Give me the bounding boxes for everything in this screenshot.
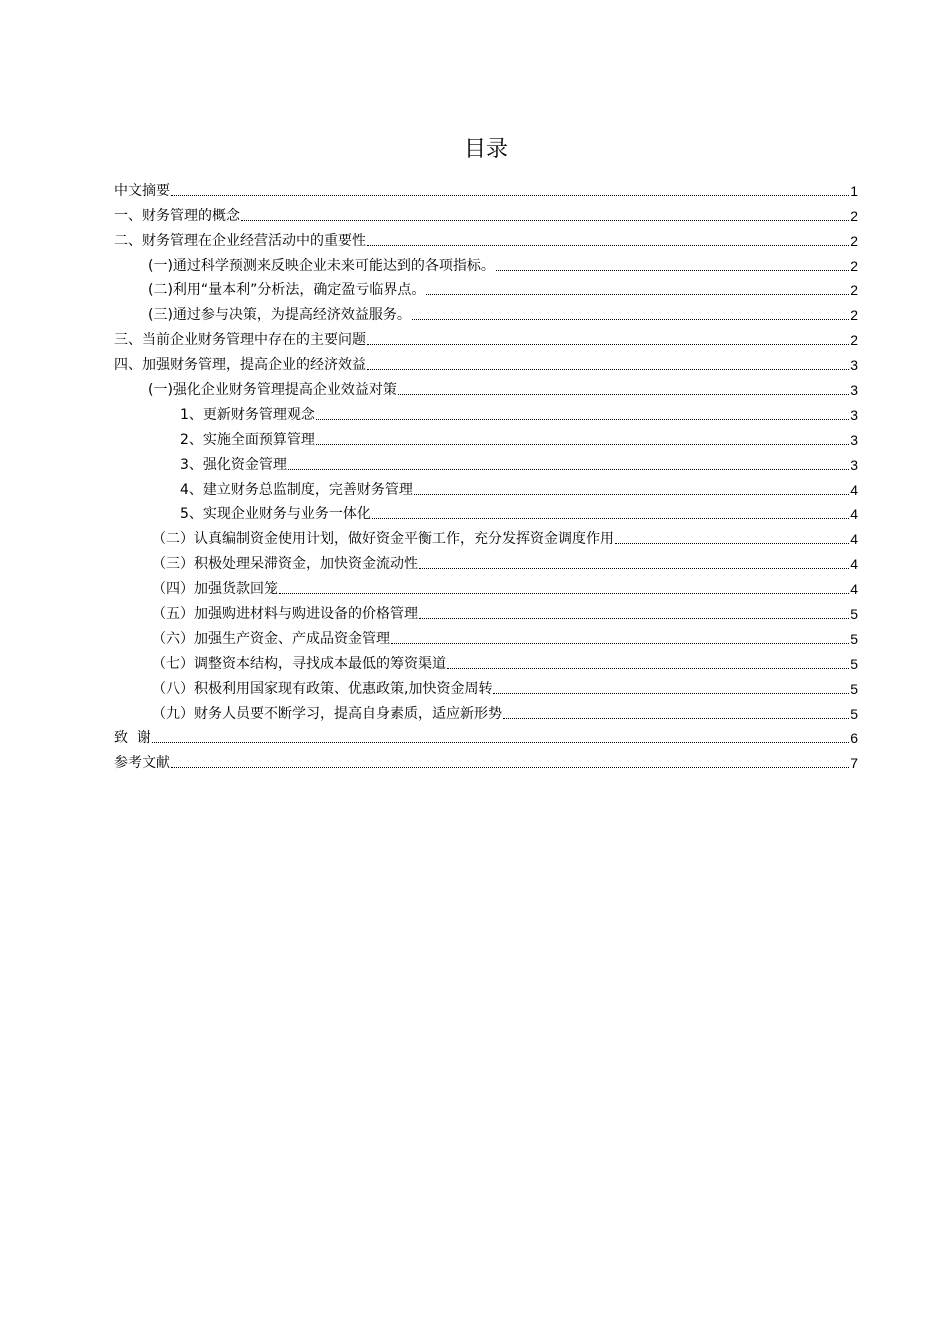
toc-entry-label: 二、财务管理在企业经营活动中的重要性: [114, 232, 366, 249]
toc-entry-section-4-6[interactable]: [114, 623, 858, 648]
toc-page-number: 3: [850, 431, 858, 448]
toc-entry-label: 一、财务管理的概念: [114, 207, 240, 224]
toc-page-number: 2: [850, 232, 858, 249]
toc-entry-label: 三、当前企业财务管理中存在的主要问题: [114, 332, 366, 349]
toc-page-number: 3: [850, 357, 858, 374]
dot-leader: [152, 741, 849, 743]
toc-entry-label: （七）调整资本结构，寻找成本最低的筹资渠道: [152, 655, 446, 672]
toc-entry-label: 中文摘要: [114, 182, 170, 199]
toc-page-number: 3: [850, 382, 858, 399]
toc-page-number: 5: [850, 655, 858, 672]
toc-entry-label: 参考文献: [114, 755, 170, 772]
page-title: 目录: [463, 137, 508, 162]
dot-leader: [372, 517, 849, 519]
toc-entry-label: （二）认真编制资金使用计划，做好资金平衡工作，充分发挥资金调度作用: [152, 531, 614, 548]
dot-leader: [171, 766, 849, 768]
toc-entry-label: （六）加强生产资金、产成品资金管理: [152, 630, 390, 647]
dot-leader: [419, 567, 849, 569]
toc-entry-label: (三)通过参与决策，为提高经济效益服务。: [148, 307, 411, 324]
toc-entry-label: （九）财务人员要不断学习，提高自身素质，适应新形势: [152, 705, 502, 722]
table-of-contents: [114, 175, 858, 772]
dot-leader: [367, 368, 849, 370]
toc-entry-section-1[interactable]: [114, 200, 858, 225]
toc-page-number: 4: [850, 506, 858, 523]
toc-entry-label: 3、强化资金管理: [180, 456, 287, 473]
toc-entry-label: 四、加强财务管理，提高企业的经济效益: [114, 357, 366, 374]
toc-page-number: 4: [850, 556, 858, 573]
toc-entry-label: 1、更新财务管理观念: [180, 406, 315, 423]
dot-leader: [171, 194, 849, 196]
toc-entry-label: 2、实施全面预算管理: [180, 431, 315, 448]
dot-leader: [414, 493, 849, 495]
toc-entry-section-4-1[interactable]: [114, 374, 858, 399]
dot-leader: [412, 318, 849, 320]
toc-entry-section-4-2[interactable]: [114, 523, 858, 548]
dot-leader: [391, 642, 849, 644]
toc-entry-label: （四）加强货款回笼: [152, 581, 278, 598]
dot-leader: [241, 219, 849, 221]
toc-entry-section-4-4[interactable]: [114, 573, 858, 598]
toc-entry-section-2-1[interactable]: [114, 250, 858, 275]
dot-leader: [367, 343, 849, 345]
toc-entry-section-3[interactable]: [114, 324, 858, 349]
toc-page-number: 2: [850, 332, 858, 349]
toc-page-number: 2: [850, 307, 858, 324]
toc-entry-section-2-3[interactable]: [114, 299, 858, 324]
toc-page-number: 2: [850, 257, 858, 274]
dot-leader: [316, 443, 849, 445]
dot-leader: [279, 592, 849, 594]
toc-entry-references[interactable]: [114, 747, 858, 772]
toc-entry-label: (一)强化企业财务管理提高企业效益对策: [148, 382, 397, 399]
toc-entry-label: 致 谢: [114, 730, 151, 747]
toc-entry-label: 5、实现企业财务与业务一体化: [180, 506, 371, 523]
toc-page-number: 1: [850, 182, 858, 199]
toc-page-number: 4: [850, 531, 858, 548]
toc-page-number: 3: [850, 406, 858, 423]
toc-entry-label: (二)利用“量本利”分析法，确定盈亏临界点。: [148, 282, 426, 299]
dot-leader: [398, 393, 849, 395]
toc-page-number: 2: [850, 282, 858, 299]
dot-leader: [367, 244, 849, 246]
dot-leader: [316, 418, 849, 420]
toc-entry-section-4-1-3[interactable]: [114, 449, 858, 474]
dot-leader: [447, 667, 849, 669]
dot-leader: [496, 269, 849, 271]
toc-entry-section-4-1-4[interactable]: [114, 474, 858, 499]
toc-entry-acknowledgements[interactable]: [114, 723, 858, 748]
toc-page-number: 4: [850, 481, 858, 498]
toc-entry-section-4-5[interactable]: [114, 598, 858, 623]
dot-leader: [503, 717, 849, 719]
toc-entry-label: （三）积极处理呆滞资金，加快资金流动性: [152, 556, 418, 573]
toc-page-number: 4: [850, 581, 858, 598]
dot-leader: [615, 542, 849, 544]
dot-leader: [493, 692, 849, 694]
toc-page-number: 5: [850, 705, 858, 722]
toc-entry-label: （五）加强购进材料与购进设备的价格管理: [152, 606, 418, 623]
dot-leader: [426, 293, 849, 295]
toc-entry-section-4[interactable]: [114, 349, 858, 374]
toc-page-number: 7: [850, 755, 858, 772]
toc-entry-abstract[interactable]: [114, 175, 858, 200]
toc-entry-section-4-8[interactable]: [114, 673, 858, 698]
dot-leader: [419, 617, 849, 619]
toc-entry-label: （八）积极利用国家现有政策、优惠政策,加快资金周转: [152, 680, 493, 697]
toc-entry-section-2-2[interactable]: [114, 275, 858, 300]
toc-page-number: 5: [850, 606, 858, 623]
toc-entry-section-4-1-2[interactable]: [114, 424, 858, 449]
toc-entry-section-2[interactable]: [114, 225, 858, 250]
toc-page-number: 5: [850, 680, 858, 697]
toc-page-number: 5: [850, 630, 858, 647]
toc-entry-section-4-1-1[interactable]: [114, 399, 858, 424]
toc-entry-section-4-3[interactable]: [114, 548, 858, 573]
toc-page-number: 6: [850, 730, 858, 747]
toc-entry-label: 4、建立财务总监制度，完善财务管理: [180, 481, 413, 498]
toc-page-number: 2: [850, 207, 858, 224]
toc-entry-section-4-9[interactable]: [114, 698, 858, 723]
toc-entry-section-4-1-5[interactable]: [114, 499, 858, 524]
toc-entry-section-4-7[interactable]: [114, 648, 858, 673]
toc-page-number: 3: [850, 456, 858, 473]
dot-leader: [288, 468, 849, 470]
toc-entry-label: (一)通过科学预测来反映企业未来可能达到的各项指标。: [148, 257, 495, 274]
